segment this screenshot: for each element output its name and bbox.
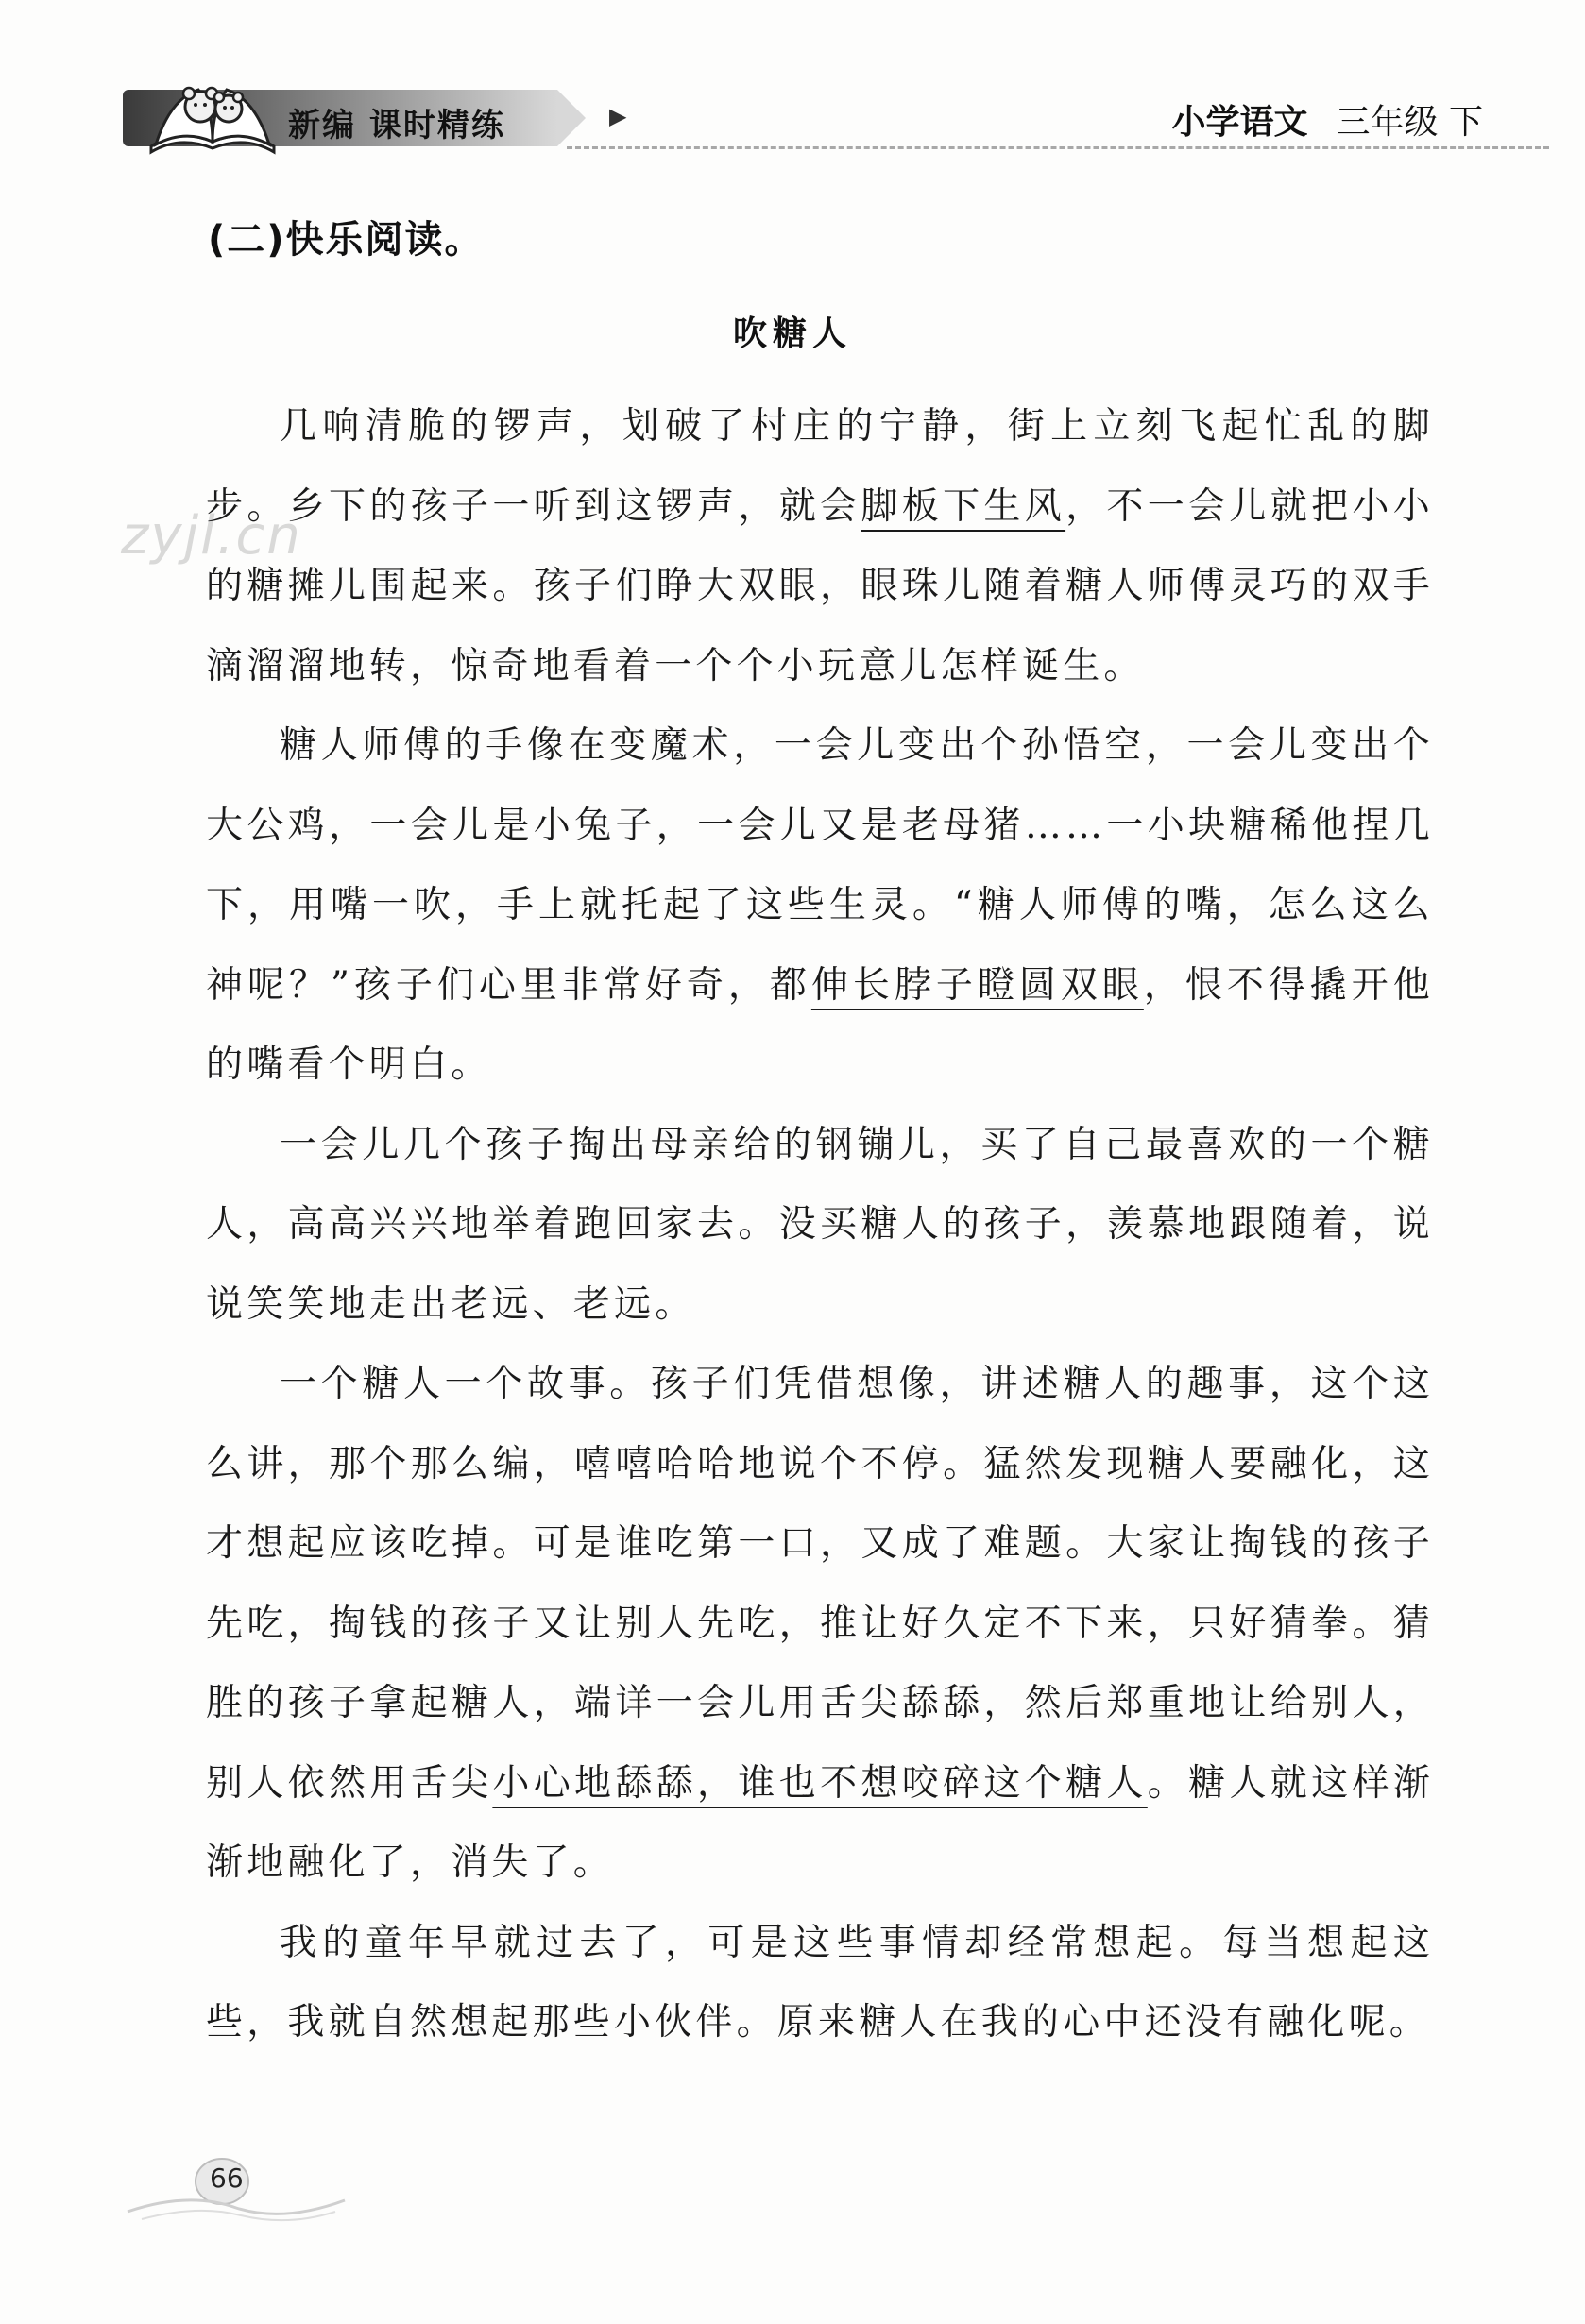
article-paragraph xyxy=(206,1904,1434,2063)
section-heading: (二)快乐阅读。 xyxy=(208,218,485,262)
text-run: 糖人师傅的手像在变魔术，一会儿变出个孙悟空，一会儿变出个大公鸡，一会儿是小兔子，一会儿又是老母猪……一小块糖稀他捏几下，用嘴一吹，手上就托起了这些生灵。“糖人师傅的嘴，怎么这么神呢？”孩子们心里非常好奇，都 xyxy=(206,724,1434,1007)
header-dashed-rule xyxy=(567,146,1549,149)
page-header xyxy=(123,52,1549,156)
triangle-right-icon: ▶ xyxy=(609,103,627,129)
underlined-phrase: 脚板下生风 xyxy=(861,484,1066,528)
watermark: zyjl.cn xyxy=(121,505,302,567)
page-number: 66 xyxy=(210,2163,244,2194)
text-run: ，不一会儿就把小小的糖摊儿围起来。孩子们睁大双眼，眼珠儿随着糖人师傅灵巧的双手滴溜溜地转，惊奇地看着一个个小玩意儿怎样诞生。 xyxy=(206,484,1434,687)
text-run: ，恨不得撬开他的嘴看个明白。 xyxy=(206,963,1434,1086)
article-paragraph xyxy=(206,387,1434,706)
article-paragraph xyxy=(206,1106,1434,1346)
text-run: 一会儿几个孩子掏出母亲给的钢镚儿，买了自己最喜欢的一个糖人，高高兴兴地举着跑回家去。没买糖人的孩子，羡慕地跟随着，说说笑笑地走出老远、老远。 xyxy=(206,1123,1434,1326)
page-footer xyxy=(123,2153,349,2229)
series-title: 新编 课时精练 xyxy=(288,107,505,144)
article-body xyxy=(206,387,1434,2063)
underlined-phrase: 小心地舔舔，谁也不想咬碎这个糖人 xyxy=(492,1761,1148,1805)
book-mascot-icon xyxy=(142,61,283,156)
article-paragraph xyxy=(206,706,1434,1106)
subject-label xyxy=(1172,95,1483,144)
article-paragraph xyxy=(206,1345,1434,1904)
article-title: 吹糖人 xyxy=(732,314,852,353)
underlined-phrase: 伸长脖子瞪圆双眼 xyxy=(810,963,1144,1007)
grade-label: 三年级 下 xyxy=(1336,103,1483,142)
text-run: 几响清脆的锣声，划破了村庄的宁静，街上立刻飞起忙乱的脚步。乡下的孩子一听到这锣声，就会 xyxy=(206,405,1434,528)
text-run: 一个糖人一个故事。孩子们凭借想像，讲述糖人的趣事，这个这么讲，那个那么编，嘻嘻哈哈地说个不停。猛然发现糖人要融化，这才想起应该吃掉。可是谁吃第一口，又成了难题。大家让掏钱的孩子先吃，掏钱的孩子又让别人先吃，推让好久定不下来，只好猜拳。猜胜的孩子拿起糖人，端详一会儿用舌尖舔舔，然后郑重地让给别人，别人依然用舌尖 xyxy=(206,1363,1434,1805)
text-run: 我的童年早就过去了，可是这些事情却经常想起。每当想起这些，我就自然想起那些小伙伴。原来糖人在我的心中还没有融化呢。 xyxy=(206,1921,1434,2044)
subject-name: 小学语文 xyxy=(1171,103,1308,142)
text-run: 。糖人就这样渐渐地融化了，消失了。 xyxy=(206,1761,1435,1884)
